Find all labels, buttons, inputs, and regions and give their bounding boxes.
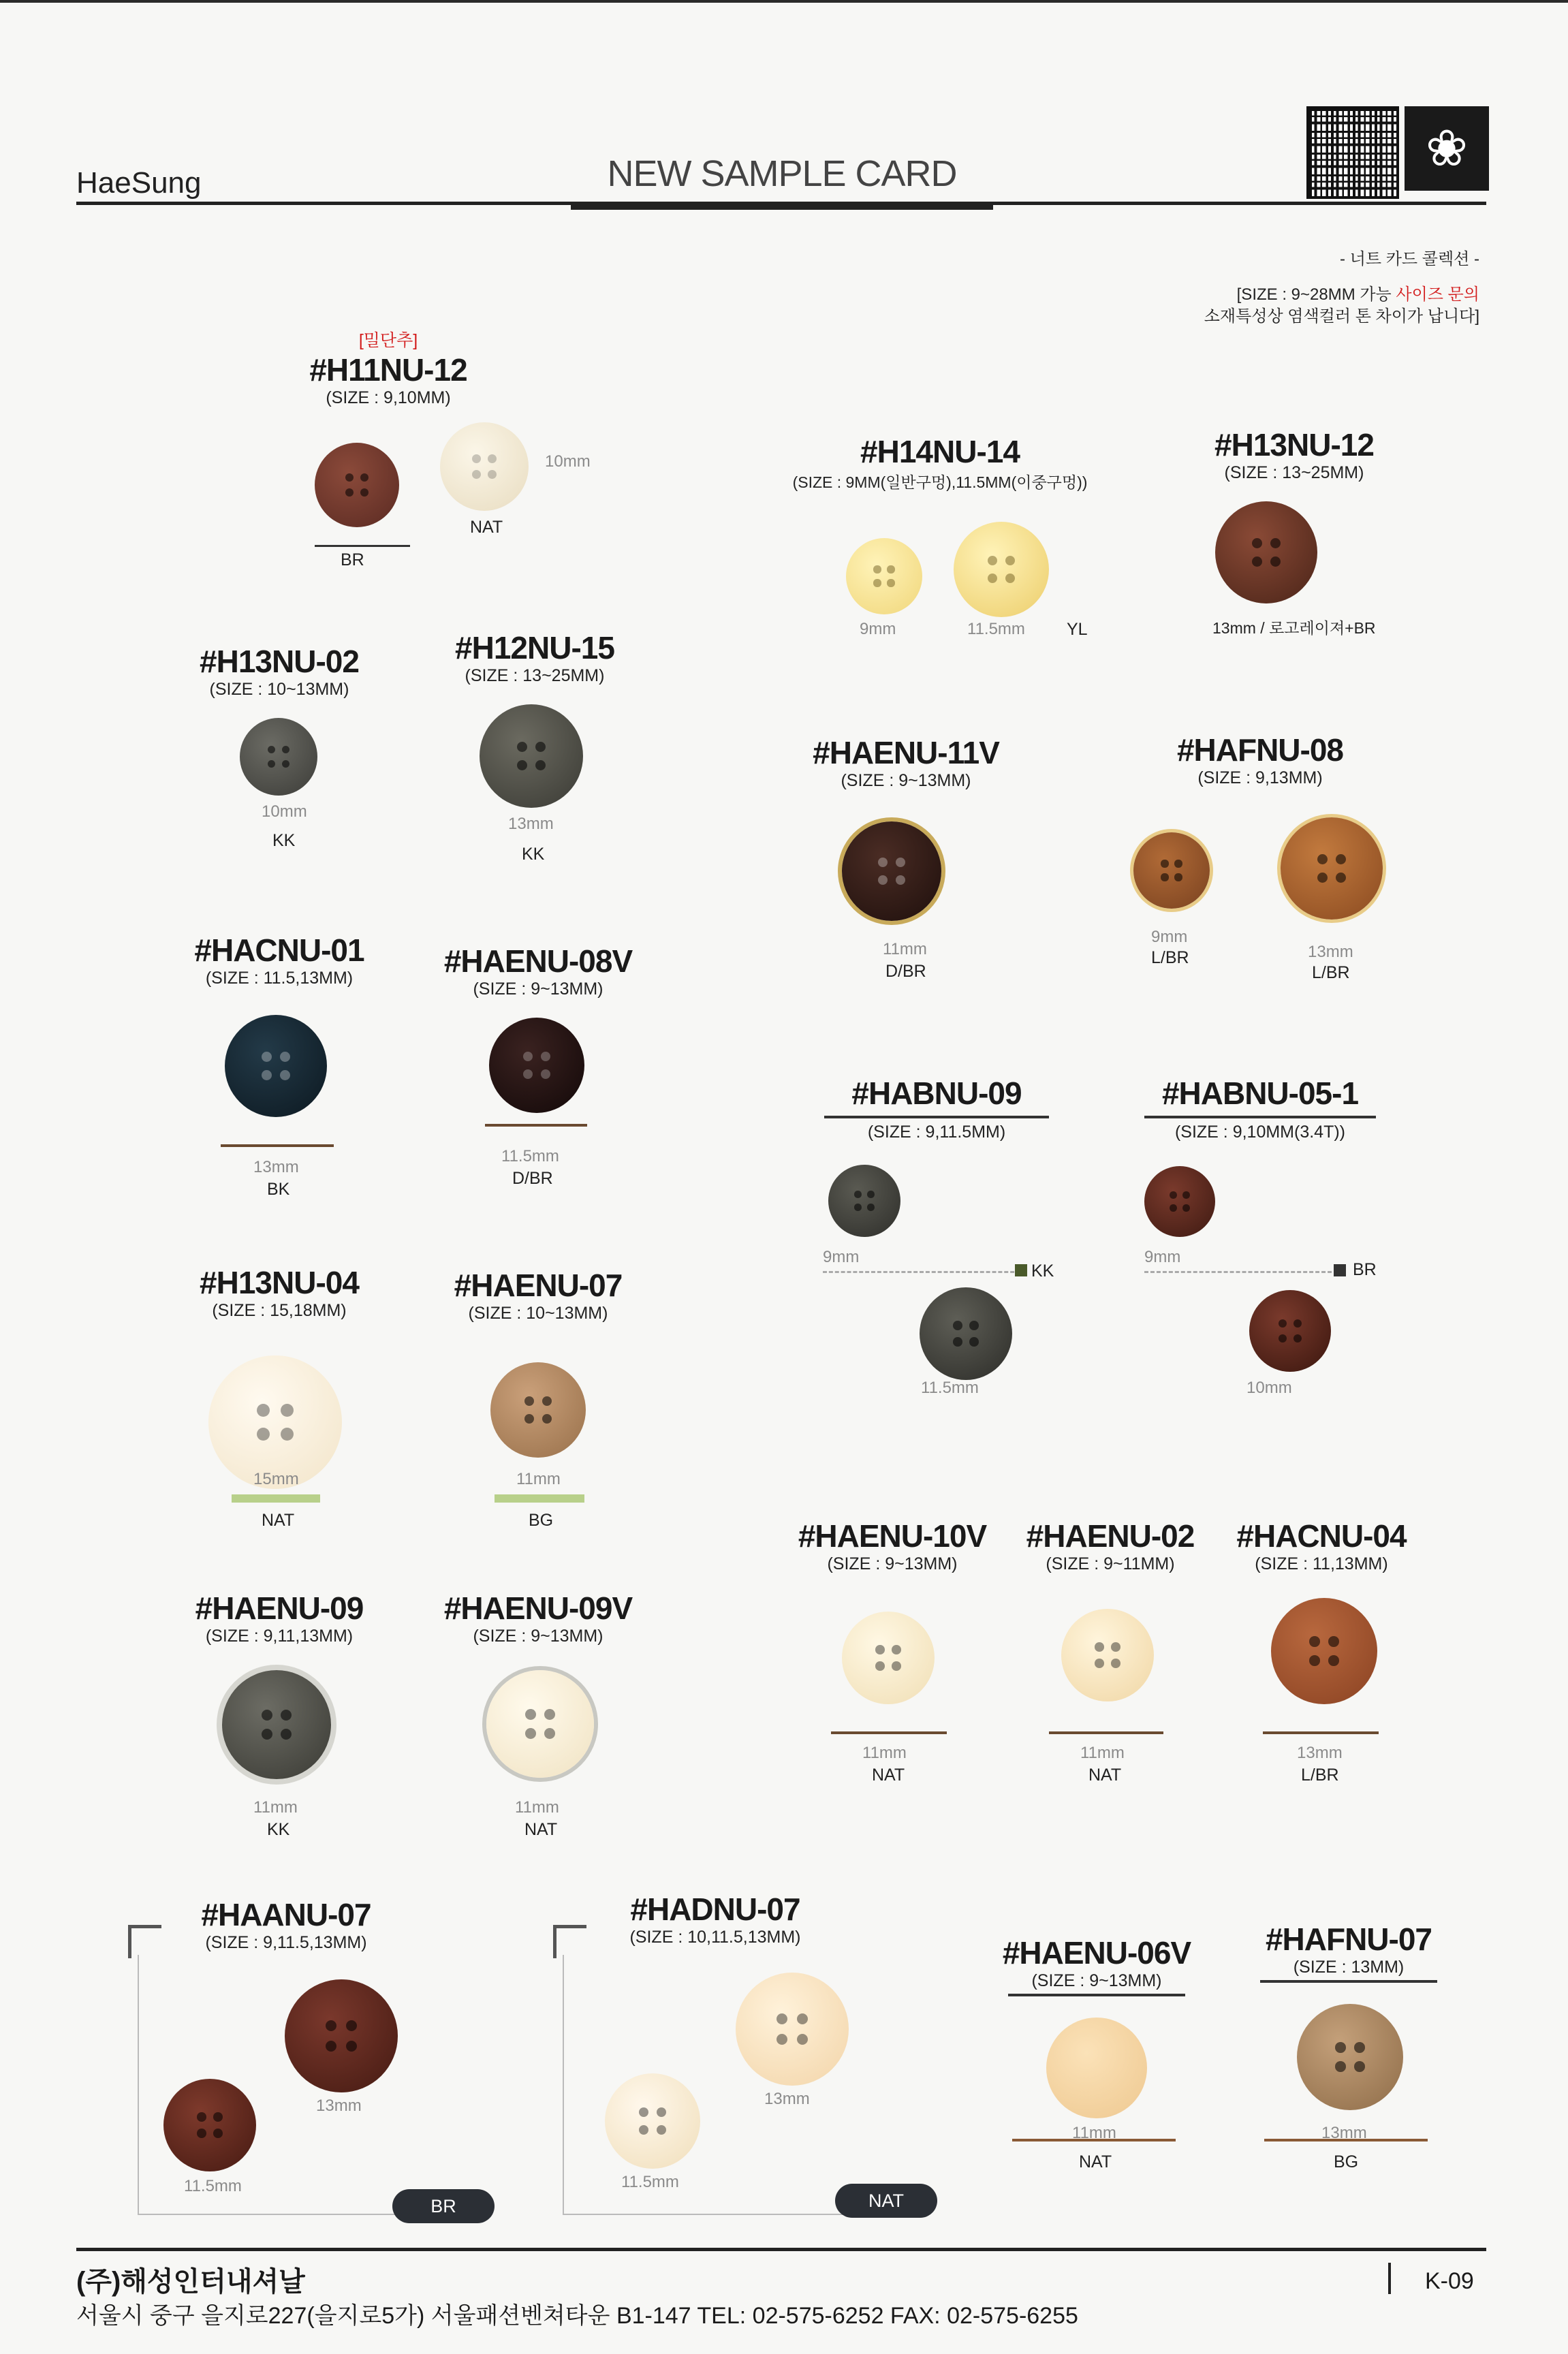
product-name: #HAENU-11V	[813, 735, 999, 770]
product-name: #HACNU-01	[194, 932, 364, 968]
size-note	[1237, 281, 1479, 304]
product-size: (SIZE : 9~13MM)	[841, 771, 971, 790]
button-sample-nat-11mm	[605, 2073, 700, 2169]
size-label: 11mm	[1072, 2124, 1116, 2142]
swatch-rule	[315, 545, 410, 547]
product-name: #HABNU-05-1	[1161, 1076, 1359, 1111]
size-label: 9mm	[823, 1248, 860, 1266]
header-rule	[76, 202, 1486, 205]
product-hafnu08	[1158, 732, 1362, 788]
company-logo-icon: ❀	[1405, 106, 1489, 191]
product-name: #HADNU-07	[630, 1892, 800, 1927]
title-rule	[824, 1116, 1049, 1118]
product-haenu07	[436, 1267, 640, 1323]
color-code: KK	[1031, 1261, 1054, 1281]
product-h14nu14	[770, 433, 1110, 492]
product-h13nu04	[177, 1264, 381, 1321]
product-name: #HAFNU-07	[1265, 1921, 1432, 1957]
color-code: L/BR	[1301, 1766, 1339, 1785]
product-hacnu01	[177, 932, 381, 988]
frame-corner	[128, 1925, 161, 1958]
button-sample-br-10mm	[1249, 1290, 1331, 1372]
product-haenu10v	[790, 1518, 994, 1574]
product-name: #H13NU-04	[200, 1265, 359, 1300]
product-hafnu07	[1246, 1921, 1451, 1986]
top-border	[0, 0, 1568, 3]
size-label: 13mm	[1321, 2124, 1367, 2142]
color-code: BG	[1334, 2152, 1359, 2171]
button-sample-yl-9mm	[846, 538, 922, 614]
product-name: #HAENU-07	[454, 1268, 623, 1303]
button-sample-br-logo	[1215, 501, 1317, 603]
brand-name: HaeSung	[76, 166, 202, 200]
size-label: 11mm	[883, 940, 927, 958]
title-block	[571, 146, 993, 210]
product-size: (SIZE : 9,11.5,13MM)	[205, 1933, 367, 1952]
product-size: (SIZE : 11,13MM)	[1255, 1554, 1388, 1573]
color-code: BR	[1353, 1260, 1377, 1279]
collection-note: - 너트 카드 콜렉션 -	[1340, 250, 1479, 268]
button-sample-bk	[225, 1015, 327, 1117]
product-size: (SIZE : 9~13MM)	[1031, 1971, 1162, 1990]
button-sample-lbr	[1271, 1598, 1377, 1704]
color-code: NAT	[470, 518, 503, 537]
button-sample-dbr	[489, 1018, 584, 1113]
product-size: (SIZE : 10~13MM)	[209, 680, 349, 699]
swatch-rule	[221, 1144, 334, 1147]
product-name: #H13NU-02	[200, 644, 359, 679]
size-inquiry-text: 사이즈 문의	[1396, 285, 1479, 304]
size-label: 13mm	[316, 2097, 362, 2115]
size-label: 9mm	[860, 620, 896, 638]
qr-code-icon[interactable]	[1306, 106, 1399, 199]
title-rule	[1008, 1994, 1185, 1996]
connector-line	[823, 1271, 1020, 1273]
product-h11nu12	[259, 327, 518, 408]
color-code: NAT	[1079, 2152, 1112, 2171]
size-label: 9mm	[1144, 1248, 1181, 1266]
size-label: 11mm	[516, 1470, 561, 1488]
size-label: 11.5mm	[184, 2177, 242, 2195]
product-h13nu02	[177, 643, 381, 700]
button-sample-nat	[208, 1355, 342, 1489]
product-frame	[563, 1955, 905, 2215]
button-sample-kk	[222, 1670, 331, 1779]
footer-divider	[1388, 2263, 1391, 2294]
size-label: 11.5mm	[621, 2173, 679, 2191]
product-size: (SIZE : 9,11,13MM)	[205, 1627, 354, 1646]
product-haenu08v	[436, 943, 640, 999]
color-code: YL	[1067, 620, 1088, 639]
company-address: 서울시 중구 을지로227(을지로5가) 서울패션벤쳐타운 B1-147 TEL: 02-575-6252 FAX: 02-575-6255	[76, 2303, 1078, 2329]
button-sample-nat	[486, 1670, 594, 1778]
product-size: (SIZE : 9,10MM)	[326, 388, 451, 407]
button-sample-br-11mm	[163, 2079, 256, 2171]
button-sample-br-9mm	[1144, 1166, 1215, 1237]
product-name: #HAFNU-08	[1176, 732, 1344, 768]
size-label: 11.5mm	[501, 1147, 559, 1165]
product-size: (SIZE : 9,11.5MM)	[867, 1123, 1006, 1142]
button-sample-kk-11mm	[920, 1287, 1012, 1380]
frame-corner	[553, 1925, 586, 1958]
product-name: #H13NU-12	[1214, 427, 1374, 462]
size-label: 15mm	[253, 1470, 299, 1488]
color-code: BR	[341, 550, 364, 569]
color-code: BK	[267, 1180, 290, 1199]
product-hadnu07	[599, 1891, 831, 1947]
title-rule	[1260, 1980, 1437, 1983]
size-label: 11mm	[515, 1798, 559, 1817]
button-sample-kk	[240, 718, 317, 796]
color-code: D/BR	[512, 1169, 553, 1188]
product-size: (SIZE : 9MM(일반구멍),11.5MM(이중구멍))	[792, 473, 1088, 491]
size-label: 10mm	[545, 452, 591, 471]
color-code: NAT	[262, 1511, 295, 1530]
product-name: #H12NU-15	[455, 630, 614, 665]
size-label: 13mm	[1297, 1744, 1343, 1762]
product-name: #H11NU-12	[309, 352, 467, 388]
button-sample-bg	[490, 1362, 586, 1458]
button-sample-br	[315, 443, 399, 527]
color-swatch-br	[1334, 1264, 1346, 1276]
color-code: NAT	[872, 1766, 905, 1785]
color-code: L/BR	[1312, 963, 1350, 982]
size-label: 13mm	[253, 1158, 299, 1176]
product-size: (SIZE : 11.5,13MM)	[205, 969, 354, 988]
size-label: 11mm	[1080, 1744, 1125, 1762]
size-color-caption: 13mm / 로고레이져+BR	[1212, 619, 1376, 637]
color-badge: NAT	[835, 2184, 937, 2218]
button-sample-nat	[440, 422, 529, 511]
swatch-rule	[831, 1731, 947, 1734]
product-haenu02	[1008, 1518, 1212, 1574]
product-h13nu12	[1158, 426, 1430, 483]
button-sample-nat	[842, 1612, 935, 1704]
button-sample-lbr-9mm	[1133, 832, 1210, 909]
product-haenu09	[177, 1590, 381, 1646]
color-badge: BR	[392, 2189, 495, 2223]
page-number: K-09	[1425, 2268, 1474, 2294]
product-name: #H14NU-14	[860, 434, 1020, 469]
product-haenu11v	[804, 734, 1008, 791]
product-size: (SIZE : 13MM)	[1293, 1958, 1405, 1977]
size-label: 11mm	[253, 1798, 298, 1817]
product-name: #HACNU-04	[1236, 1518, 1407, 1554]
button-sample-kk	[480, 704, 583, 808]
product-size: (SIZE : 9~13MM)	[473, 1627, 603, 1646]
product-name: #HAENU-09V	[443, 1590, 633, 1626]
product-size: (SIZE : 15,18MM)	[212, 1301, 347, 1320]
product-name: #HAENU-10V	[798, 1518, 987, 1554]
product-habnu09	[824, 1075, 1049, 1142]
product-name: #HAENU-08V	[443, 943, 633, 979]
button-sample-dbr	[842, 821, 941, 921]
color-code: KK	[522, 845, 545, 864]
product-name: #HAENU-09	[195, 1590, 364, 1626]
button-sample-nat-13mm	[736, 1973, 849, 2086]
product-name: #HABNU-09	[851, 1076, 1022, 1111]
size-label: 9mm	[1151, 928, 1188, 946]
button-sample-yl-11mm	[954, 522, 1049, 617]
footer-rule	[76, 2248, 1486, 2251]
color-swatch-kk	[1015, 1264, 1027, 1276]
product-haenu09v	[436, 1590, 640, 1646]
material-note: 소재특성상 염색컬러 톤 차이가 납니다]	[1204, 307, 1479, 326]
page-title: NEW SAMPLE CARD	[607, 153, 957, 194]
size-label: 11mm	[862, 1744, 907, 1762]
size-label: 10mm	[262, 802, 307, 821]
product-h12nu15	[436, 629, 633, 686]
color-code: KK	[272, 831, 296, 850]
color-code: NAT	[524, 1820, 558, 1839]
button-sample-nat	[1061, 1609, 1154, 1701]
color-code: D/BR	[885, 962, 926, 981]
swatch-rule	[232, 1494, 320, 1503]
product-size: (SIZE : 9~13MM)	[473, 979, 603, 999]
button-sample-br-13mm	[285, 1979, 398, 2092]
size-label: 10mm	[1246, 1379, 1292, 1397]
product-size: (SIZE : 10~13MM)	[468, 1304, 608, 1323]
product-name: #HAENU-02	[1026, 1518, 1195, 1554]
size-label: 13mm	[764, 2090, 810, 2108]
product-size: (SIZE : 9~11MM)	[1046, 1554, 1175, 1573]
product-hacnu04	[1219, 1518, 1424, 1574]
product-size: (SIZE : 13~25MM)	[465, 666, 605, 685]
product-tag: [밀단추]	[358, 331, 418, 350]
product-habnu051	[1144, 1075, 1376, 1142]
button-sample-bg	[1297, 2004, 1403, 2110]
product-size: (SIZE : 13~25MM)	[1224, 463, 1364, 482]
button-sample-nat-shank	[1046, 2018, 1147, 2118]
color-code: L/BR	[1151, 948, 1189, 967]
size-label: 13mm	[508, 815, 554, 833]
product-name: #HAENU-06V	[1002, 1935, 1191, 1971]
product-size: (SIZE : 9,13MM)	[1197, 768, 1323, 787]
color-code: NAT	[1088, 1766, 1122, 1785]
size-note-text: [SIZE : 9~28MM 가능	[1236, 285, 1396, 304]
swatch-rule	[495, 1494, 584, 1503]
product-size: (SIZE : 10,11.5,13MM)	[629, 1928, 801, 1947]
color-code: KK	[267, 1820, 290, 1839]
connector-line	[1144, 1271, 1338, 1273]
button-sample-kk-9mm	[828, 1165, 900, 1237]
product-size: (SIZE : 9~13MM)	[827, 1554, 958, 1573]
size-label: 11.5mm	[921, 1379, 979, 1397]
product-haanu07	[177, 1896, 395, 1953]
size-label: 11.5mm	[967, 620, 1025, 638]
company-name: (주)해성인터내셔날	[76, 2267, 305, 2297]
swatch-rule	[1263, 1731, 1379, 1734]
title-rule	[1144, 1116, 1376, 1118]
product-size: (SIZE : 9,10MM(3.4T))	[1174, 1123, 1346, 1142]
color-code: BG	[529, 1511, 554, 1530]
product-haenu06v	[994, 1934, 1199, 1999]
swatch-rule	[1049, 1731, 1163, 1734]
product-name: #HAANU-07	[201, 1897, 371, 1932]
button-sample-lbr-13mm	[1281, 817, 1383, 920]
swatch-rule	[485, 1124, 587, 1127]
size-label: 13mm	[1308, 943, 1353, 961]
